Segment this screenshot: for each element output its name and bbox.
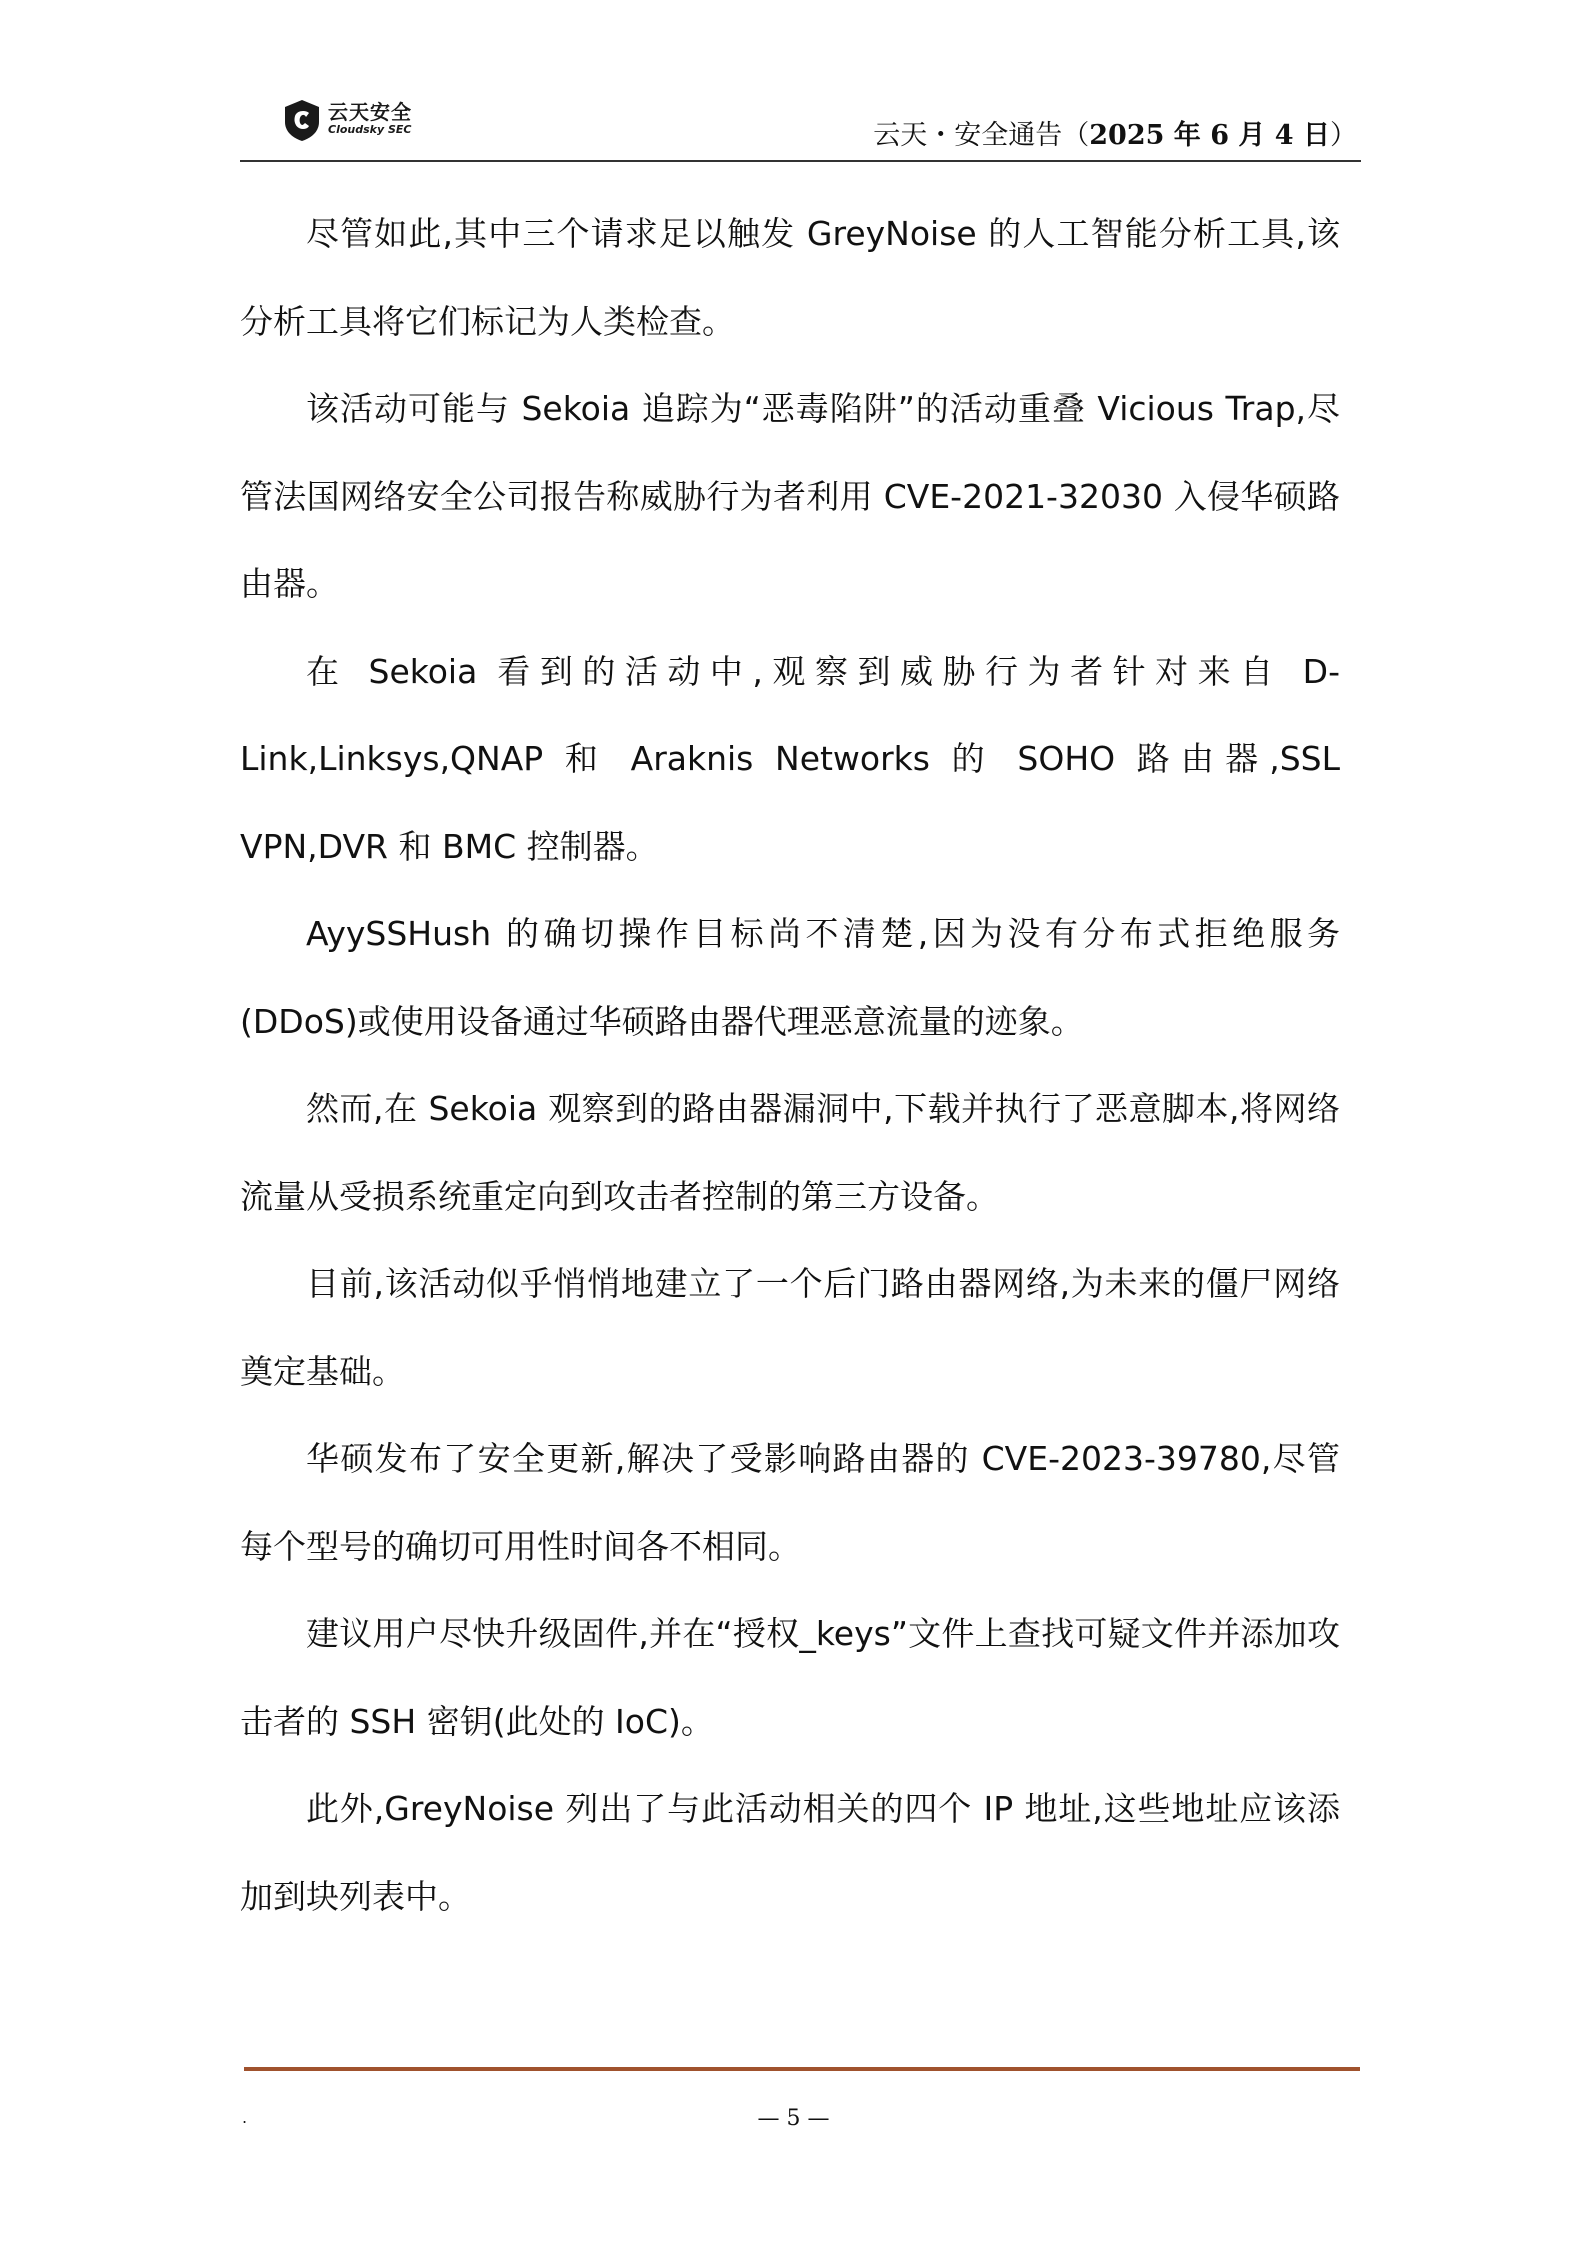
footer-dot: . — [242, 2108, 248, 2127]
paragraph: 尽管如此,其中三个请求足以触发 GreyNoise 的人工智能分析工具,该分析工具将它们标记为人类检查。 — [240, 214, 1340, 341]
paragraph: 在 Sekoia 看到的活动中,观察到威胁行为者针对来自 D-Link,Linksys,QNAP 和 Araknis Networks 的 SOHO 路由器,SSL VPN,DVR 和 BMC 控制器。 — [240, 651, 1340, 866]
paragraph: AyySSHush 的确切操作目标尚不清楚,因为没有分布式拒绝服务(DDoS)或使用设备通过华硕路由器代理恶意流量的迹象。 — [240, 914, 1340, 1041]
document-body — [240, 190, 1340, 1940]
header-title — [873, 113, 1357, 152]
page-number: — 5 — — [757, 2106, 830, 2131]
logo-english-text: Cloudsky SEC — [328, 123, 412, 136]
header-title-suffix: ） — [1330, 120, 1357, 151]
logo-chinese-text: 云天安全 — [328, 100, 412, 124]
shield-logo-icon — [282, 98, 322, 142]
footer-divider — [244, 2067, 1360, 2071]
paragraph: 目前,该活动似乎悄悄地建立了一个后门路由器网络,为未来的僵尸网络奠定基础。 — [240, 1264, 1340, 1391]
header-divider — [240, 160, 1361, 162]
paragraph: 然而,在 Sekoia 观察到的路由器漏洞中,下载并执行了恶意脚本,将网络流量从受损系统重定向到攻击者控制的第三方设备。 — [240, 1089, 1340, 1216]
company-logo — [282, 96, 442, 144]
paragraph: 建议用户尽快升级固件,并在“授权_keys”文件上查找可疑文件并添加攻击者的 SSH 密钥(此处的 IoC)。 — [240, 1614, 1340, 1741]
paragraph: 该活动可能与 Sekoia 追踪为“恶毒陷阱”的活动重叠 Vicious Trap,尽管法国网络安全公司报告称威胁行为者利用 CVE-2021-32030 入侵华硕路由器。 — [240, 389, 1340, 603]
paragraph: 华硕发布了安全更新,解决了受影响路由器的 CVE-2023-39780,尽管每个型号的确切可用性时间各不相同。 — [240, 1439, 1340, 1566]
paragraph: 此外,GreyNoise 列出了与此活动相关的四个 IP 地址,这些地址应该添加到块列表中。 — [240, 1789, 1340, 1916]
header-title-prefix: 云天・安全通告（ — [873, 120, 1090, 151]
header-title-date: 2025 年 6 月 4 日 — [1089, 120, 1330, 151]
